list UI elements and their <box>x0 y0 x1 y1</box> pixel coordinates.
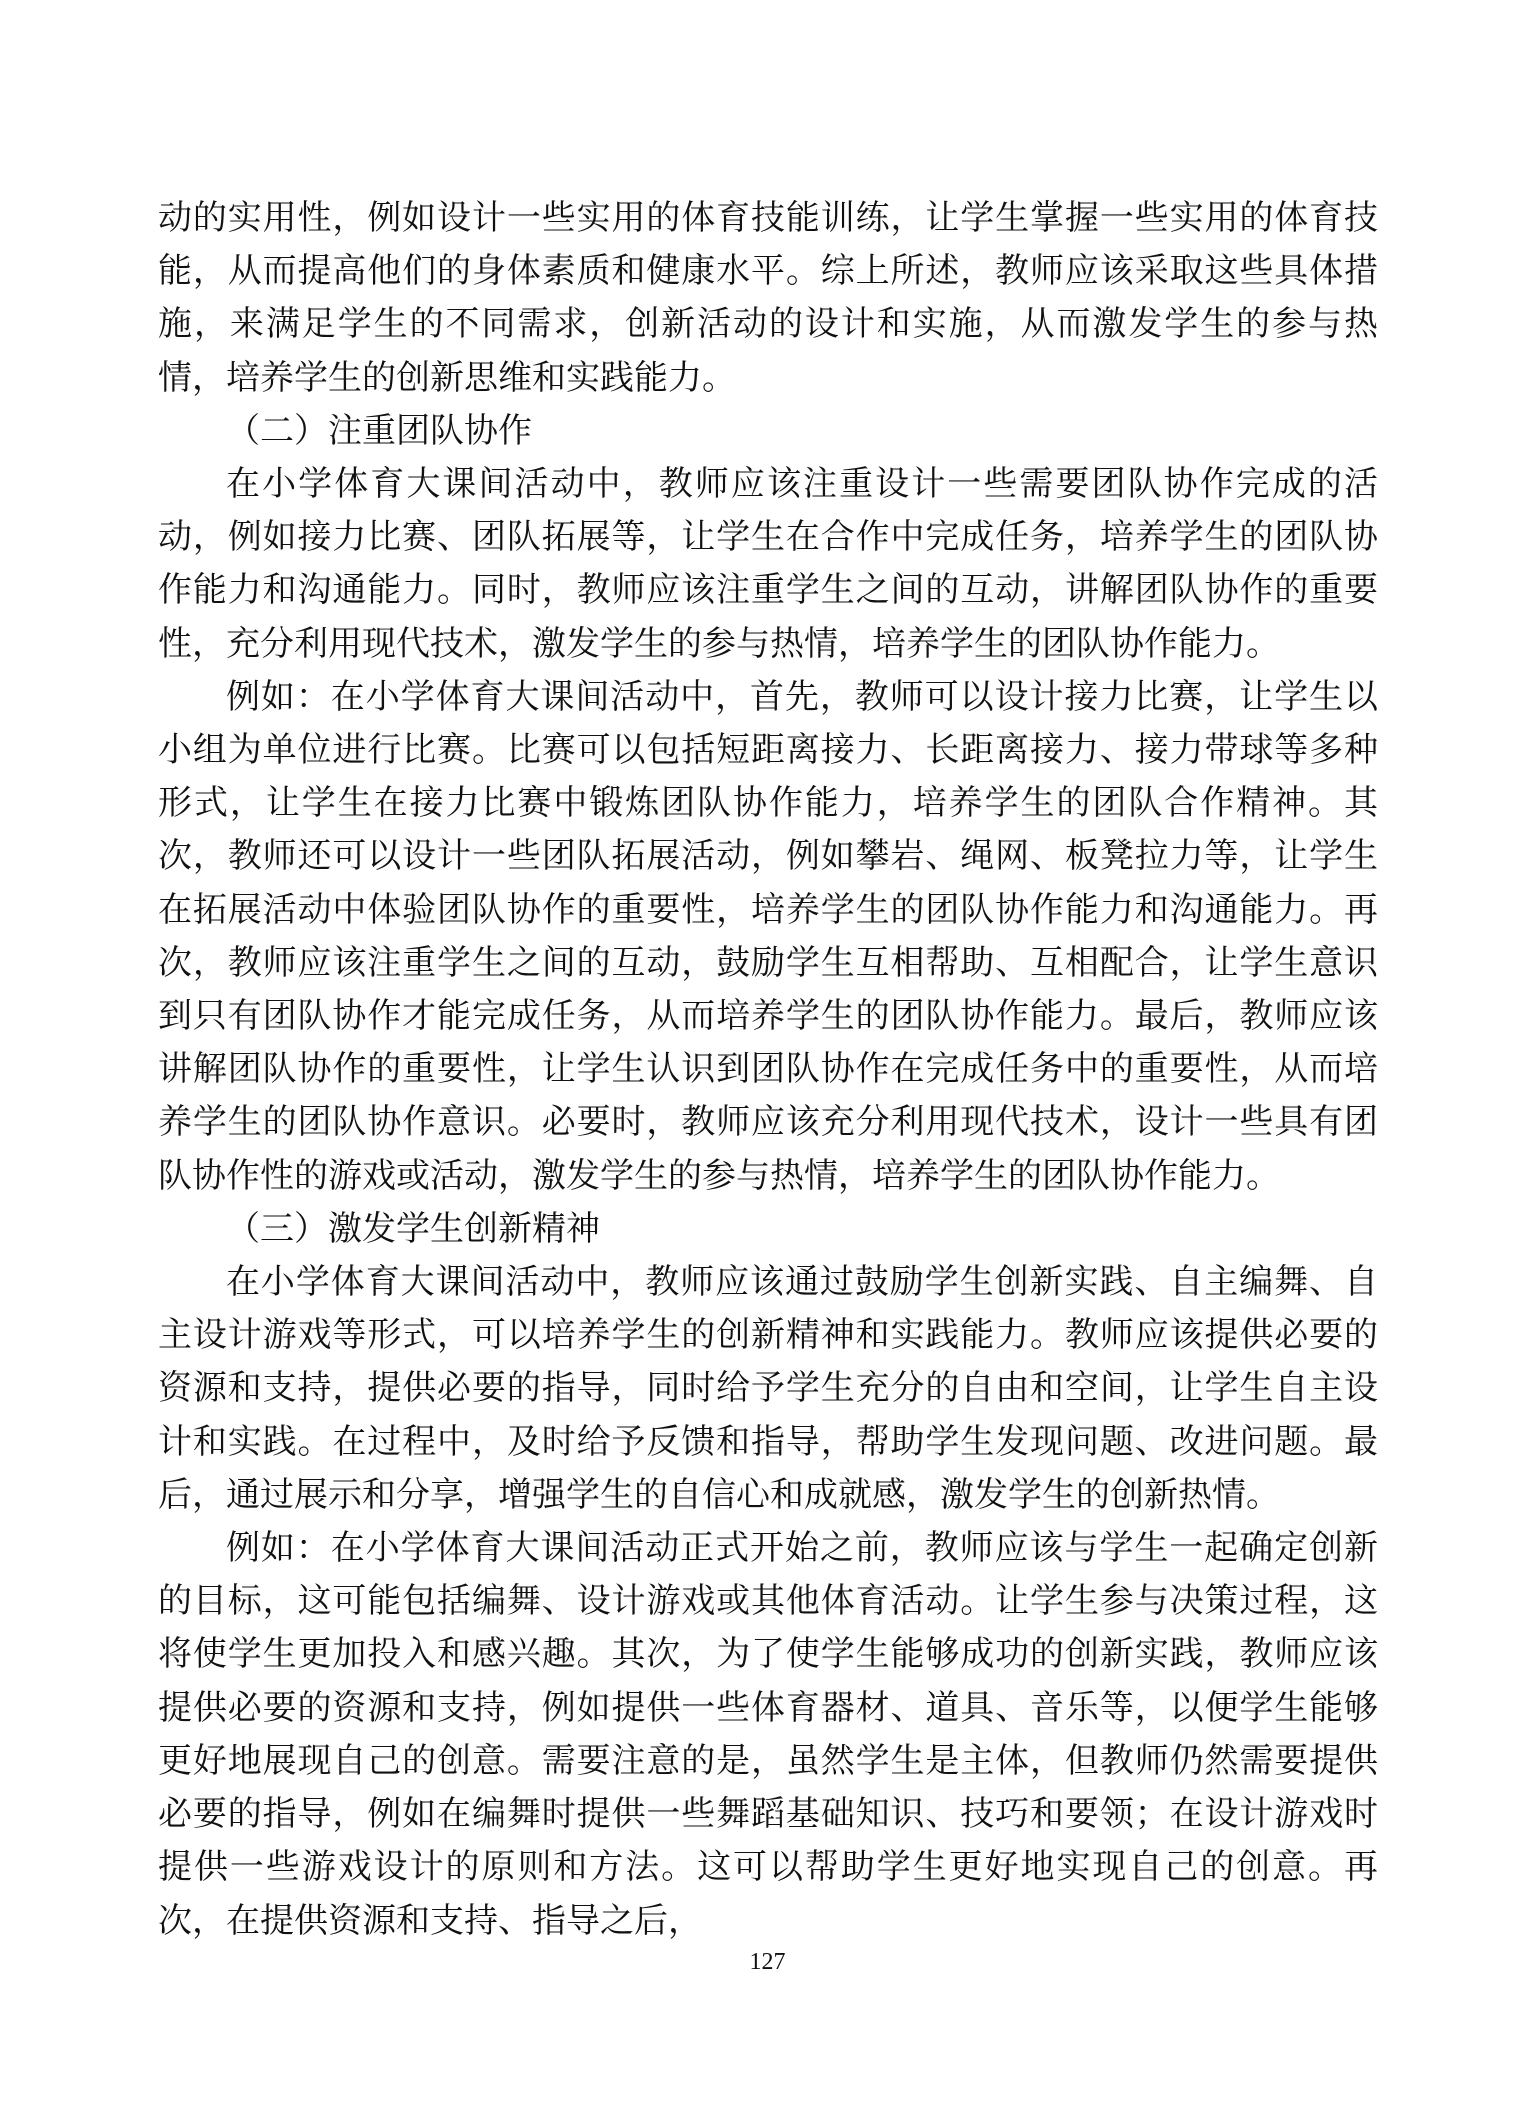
page-body <box>158 192 1378 1948</box>
paragraph-team-collaboration-intro: 在小学体育大课间活动中，教师应该注重设计一些需要团队协作完成的活动，例如接力比赛、团队拓展等，让学生在合作中完成任务，培养学生的团队协作能力和沟通能力。同时，教师应该注重学生之间的互动，讲解团队协作的重要性，充分利用现代技术，激发学生的参与热情，培养学生的团队协作能力。 <box>158 464 1378 664</box>
paragraph-innovation-intro: 在小学体育大课间活动中，教师应该通过鼓励学生创新实践、自主编舞、自主设计游戏等形式，可以培养学生的创新精神和实践能力。教师应该提供必要的资源和支持，提供必要的指导，同时给予学生充分的自由和空间，让学生自主设计和实践。在过程中，及时给予反馈和指导，帮助学生发现问题、改进问题。最后，通过展示和分享，增强学生的自信心和成就感，激发学生的创新热情。 <box>158 1262 1378 1515</box>
page-number: 127 <box>749 1949 786 1975</box>
section-heading-innovation-spirit: （三）激发学生创新精神 <box>226 1208 600 1249</box>
paragraph-continuation: 动的实用性，例如设计一些实用的体育技能训练，让学生掌握一些实用的体育技能，从而提高他们的身体素质和健康水平。综上所述，教师应该采取这些具体措施，来满足学生的不同需求，创新活动的设计和实施，从而激发学生的参与热情，培养学生的创新思维和实践能力。 <box>158 198 1378 398</box>
paragraph-team-collaboration-example: 例如：在小学体育大课间活动中，首先，教师可以设计接力比赛，让学生以小组为单位进行比赛。比赛可以包括短距离接力、长距离接力、接力带球等多种形式，让学生在接力比赛中锻炼团队协作能力，培养学生的团队合作精神。其次，教师还可以设计一些团队拓展活动，例如攀岩、绳网、板凳拉力等，让学生在拓展活动中体验团队协作的重要性，培养学生的团队协作能力和沟通能力。再次，教师应该注重学生之间的互动，鼓励学生互相帮助、互相配合，让学生意识到只有团队协作才能完成任务，从而培养学生的团队协作能力。最后，教师应该讲解团队协作的重要性，让学生认识到团队协作在完成任务中的重要性，从而培养学生的团队协作意识。必要时，教师应该充分利用现代技术，设计一些具有团队协作性的游戏或活动，激发学生的参与热情，培养学生的团队协作能力。 <box>158 676 1378 1196</box>
section-heading-team-collaboration: （二）注重团队协作 <box>226 410 532 451</box>
paragraph-innovation-example: 例如：在小学体育大课间活动正式开始之前，教师应该与学生一起确定创新的目标，这可能包括编舞、设计游戏或其他体育活动。让学生参与决策过程，这将使学生更加投入和感兴趣。其次，为了使学生能够成功的创新实践，教师应该提供必要的资源和支持，例如提供一些体育器材、道具、音乐等，以便学生能够更好地展现自己的创意。需要注意的是，虽然学生是主体，但教师仍然需要提供必要的指导，例如在编舞时提供一些舞蹈基础知识、技巧和要领；在设计游戏时提供一些游戏设计的原则和方法。这可以帮助学生更好地实现自己的创意。再次，在提供资源和支持、指导之后， <box>158 1528 1378 1941</box>
